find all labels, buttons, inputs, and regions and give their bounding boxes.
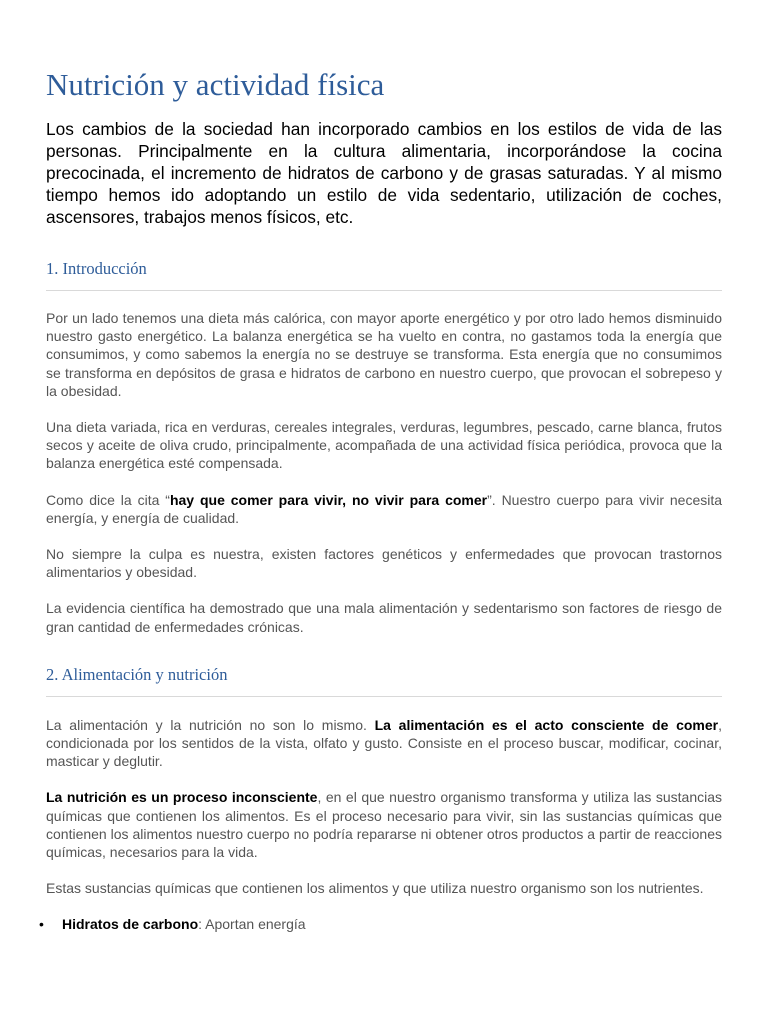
intro-paragraph-5: La evidencia científica ha demostrado que una mala alimentación y sedentarismo son factores de riesgo de gran cantidad de enfermedades crónicas. (46, 600, 722, 635)
p1-suffix: , condicionada por los sentidos de la vista, olfato y gusto. Consiste en el proceso buscar, modificar, cocinar, masticar y deglutir. (46, 716, 722, 770)
list-item-desc: : Aportan energía (198, 916, 306, 933)
section-heading-alimentacion: 2. Alimentación y nutrición (46, 664, 228, 684)
page-title: Nutrición y actividad física (46, 67, 385, 102)
nutrition-paragraph-3: Estas sustancias químicas que contienen los alimentos y que utiliza nuestro organismo son los nutrientes. (46, 880, 704, 897)
bullet-icon: • (39, 916, 44, 933)
intro-paragraph-2: Una dieta variada, rica en verduras, cereales integrales, verduras, legumbres, pescado, carne blanca, frutos secos y aceite de oliva crudo, principalmente, acompañada de una actividad física periódica, provoca que la balanza energética esté compensada. (46, 419, 722, 472)
section-divider (46, 290, 722, 291)
p2-suffix: , en el que nuestro organismo transforma y utiliza las sustancias químicas que contienen los alimentos. Es el proceso necesario para vivir, sin las sustancias químicas que contienen los alimentos nuestro cuerpo no podría repararse ni obtener otros productos a partir de reacciones químicas, necesarios para la vida. (46, 789, 722, 861)
nutrition-paragraph-1 (46, 716, 722, 771)
quote-prefix: Como dice la cita “ (46, 491, 170, 508)
list-item-term: Hidratos de carbono (62, 916, 199, 933)
quote-suffix: ”. Nuestro cuerpo para vivir necesita energía, y energía de cualidad. (46, 491, 723, 526)
p1-bold: La alimentación es el acto consciente de comer (374, 716, 719, 733)
lead-paragraph: Los cambios de la sociedad han incorporado cambios en los estilos de vida de las personas. Principalmente en la cultura alimentaria, incorporándose la cocina precocinada, el incremento de hidratos de carbono y de grasas saturadas. Y al mismo tiempo hemos ido adoptando un estilo de vida sedentario, utilización de coches, ascensores, trabajos menos físicos, etc. (46, 119, 722, 227)
intro-paragraph-3 (46, 491, 722, 527)
section-heading-introduccion: 1. Introducción (46, 259, 147, 278)
nutrient-list (39, 915, 722, 933)
intro-paragraph-1: Por un lado tenemos una dieta más calórica, con mayor aporte energético y por otro lado hemos disminuido nuestro gasto energético. La balanza energética se ha vuelto en contra, no gastamos toda la energía que consumimos, y como sabemos la energía no se destruye se transforma. Esta energía que no consumimos se transforma en depósitos de grasa e hidratos de carbono en nuestro cuerpo, que provocan el sobrepeso y la obesidad. (46, 310, 722, 399)
section-divider (46, 696, 722, 697)
intro-paragraph-4: No siempre la culpa es nuestra, existen factores genéticos y enfermedades que provocan trastornos alimentarios y obesidad. (46, 546, 722, 581)
p2-bold: La nutrición es un proceso inconsciente (46, 789, 318, 806)
quote-bold: hay que comer para vivir, no vivir para comer (169, 491, 488, 508)
p1-prefix: La alimentación y la nutrición no son lo mismo. (46, 716, 375, 733)
list-item (39, 915, 722, 933)
nutrition-paragraph-2 (46, 788, 722, 861)
